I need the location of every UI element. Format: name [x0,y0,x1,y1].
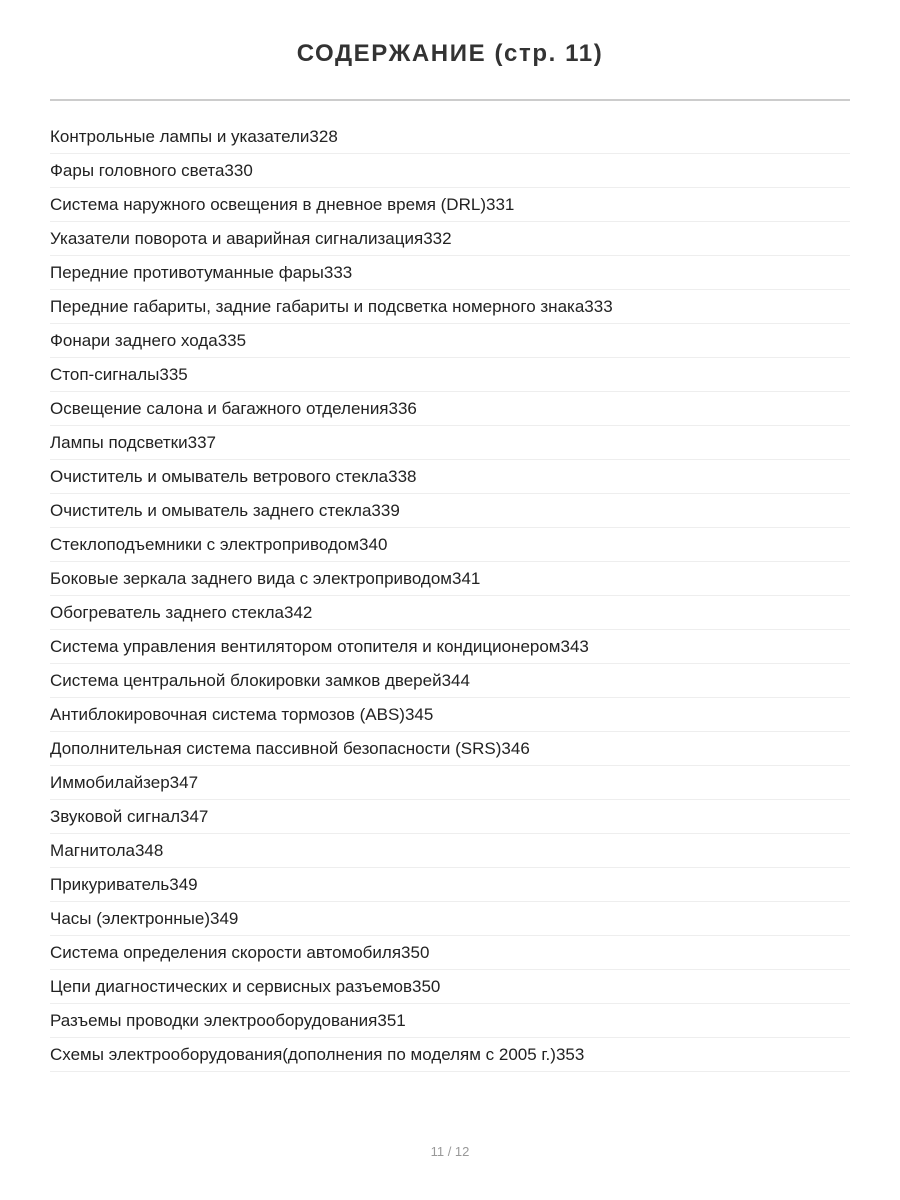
toc-entry-title: Дополнительная система пассивной безопасности (SRS) [50,738,502,758]
toc-entry-title: Освещение салона и багажного отделения [50,398,389,418]
toc-entry-page: 338 [388,466,417,486]
page-title: СОДЕРЖАНИЕ (стр. 11) [296,40,604,67]
toc-entry-title: Схемы электрооборудования(дополнения по моделям с 2005 г.) [50,1044,556,1064]
toc-entry-title: Цепи диагностических и сервисных разъемов [50,976,412,996]
toc-entry-title: Система управления вентилятором отопителя и кондиционером [50,636,561,656]
toc-entry-title: Звуковой сигнал [50,806,180,826]
toc-entry[interactable] [50,902,850,936]
toc-entry[interactable] [50,766,850,800]
toc-entry-page: 350 [412,976,441,996]
toc-entry-title: Прикуриватель [50,874,170,894]
toc-entry-page: 330 [224,160,253,180]
toc-entry-title: Иммобилайзер [50,772,170,792]
toc-entry-page: 346 [501,738,530,758]
toc-entry[interactable] [50,664,850,698]
toc-entry-title: Система определения скорости автомобиля [50,942,402,962]
toc-entry[interactable] [50,392,850,426]
toc-entry[interactable] [50,324,850,358]
toc-entry[interactable] [50,120,850,154]
toc-entry[interactable] [50,732,850,766]
toc-entry-page: 353 [555,1044,585,1064]
toc-entry[interactable] [50,630,850,664]
toc-entry[interactable] [50,426,850,460]
toc-entry-page: 336 [388,398,417,418]
toc-entry-title: Указатели поворота и аварийная сигнализация [50,228,424,248]
toc-entry[interactable] [50,834,850,868]
toc-entry-page: 328 [309,126,338,146]
toc-entry-page: 345 [404,704,434,724]
table-of-contents [50,120,850,1072]
toc-entry[interactable] [50,154,850,188]
toc-entry-page: 337 [187,432,216,452]
toc-entry-title: Часы (электронные) [50,908,210,928]
toc-entry-page: 347 [179,806,209,826]
page-header [50,0,850,101]
toc-entry[interactable] [50,562,850,596]
toc-entry-page: 343 [560,636,589,656]
toc-entry[interactable] [50,460,850,494]
toc-entry-title: Обогреватель заднего стекла [50,602,284,622]
toc-entry-page: 347 [169,772,199,792]
toc-entry-page: 332 [423,228,452,248]
toc-entry-title: Фонари заднего хода [50,330,218,350]
toc-entry-title: Система центральной блокировки замков дверей [50,670,442,690]
toc-entry-page: 351 [377,1010,406,1030]
toc-entry-title: Антиблокировочная система тормозов (ABS) [50,704,405,724]
toc-entry-page: 349 [169,874,198,894]
toc-entry-page: 341 [452,568,481,588]
toc-entry[interactable] [50,698,850,732]
toc-entry-page: 342 [284,602,313,622]
toc-entry-title: Система наружного освещения в дневное время (DRL) [50,194,486,214]
toc-entry[interactable] [50,800,850,834]
toc-entry[interactable] [50,256,850,290]
toc-entry[interactable] [50,936,850,970]
toc-entry-title: Магнитола [50,840,135,860]
toc-entry-title: Лампы подсветки [50,432,188,452]
page-number-indicator: 11 / 12 [430,1144,470,1159]
toc-entry-title: Разъемы проводки электрооборудования [50,1010,378,1030]
toc-entry[interactable] [50,1038,850,1072]
toc-entry-title: Фары головного света [50,160,225,180]
toc-entry-title: Передние противотуманные фары [50,262,324,282]
toc-entry[interactable] [50,358,850,392]
toc-entry-page: 331 [485,194,515,214]
toc-entry-title: Контрольные лампы и указатели [50,126,310,146]
toc-entry-page: 335 [159,364,188,384]
toc-entry[interactable] [50,222,850,256]
toc-entry-page: 348 [134,840,164,860]
toc-entry-title: Очиститель и омыватель заднего стекла [50,500,372,520]
toc-entry[interactable] [50,868,850,902]
page-footer [0,1143,900,1161]
toc-entry[interactable] [50,290,850,324]
toc-entry-title: Боковые зеркала заднего вида с электроприводом [50,568,452,588]
toc-entry-page: 333 [323,262,353,282]
toc-entry-title: Передние габариты, задние габариты и подсветка номерного знака [50,296,585,316]
toc-entry[interactable] [50,528,850,562]
toc-entry[interactable] [50,596,850,630]
toc-entry-page: 349 [210,908,239,928]
toc-entry[interactable] [50,494,850,528]
toc-entry-page: 339 [371,500,400,520]
toc-entry-title: Стоп-сигналы [50,364,160,384]
toc-entry[interactable] [50,970,850,1004]
toc-entry-title: Стеклоподъемники с электроприводом [50,534,360,554]
toc-entry-page: 340 [359,534,388,554]
toc-entry-page: 333 [584,296,613,316]
toc-entry-page: 335 [217,330,247,350]
toc-entry-page: 350 [401,942,430,962]
toc-entry[interactable] [50,1004,850,1038]
toc-entry-title: Очиститель и омыватель ветрового стекла [50,466,389,486]
toc-entry[interactable] [50,188,850,222]
toc-entry-page: 344 [441,670,470,690]
